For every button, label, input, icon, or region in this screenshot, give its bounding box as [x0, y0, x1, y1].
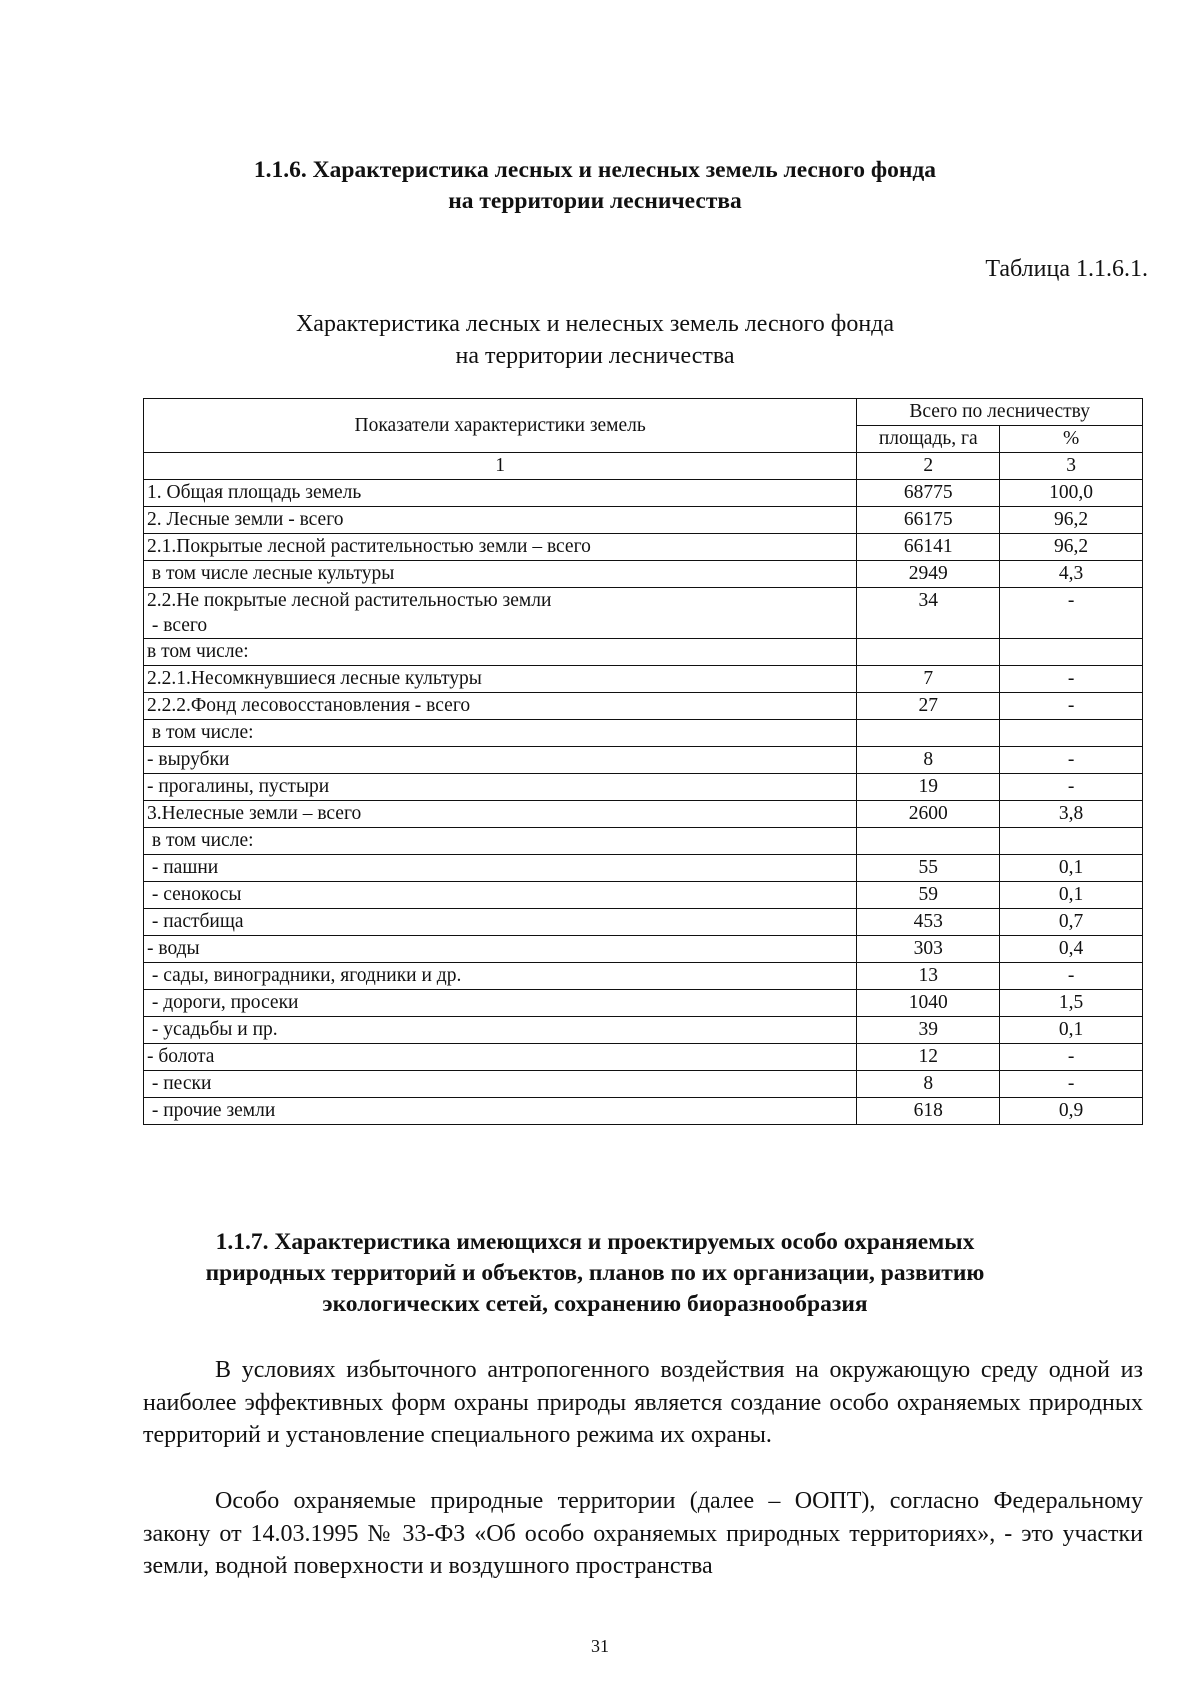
row-area: 68775: [857, 480, 1000, 507]
row-indicator-text: в том числе:: [147, 722, 254, 743]
row-indicator-text: в том числе:: [147, 830, 254, 851]
paragraph-2-text: Особо охраняемые природные территории (далее – ООПТ), согласно Федеральному закону от 14.03.1995 № 33-ФЗ «Об особо охраняемых природных территориях», - это участки земли, водной поверхности и воздушного пространства: [143, 1488, 1143, 1579]
row-area: 453: [857, 909, 1000, 936]
row-percent: 3,8: [1000, 801, 1143, 828]
row-percent: [1000, 720, 1143, 747]
row-indicator: [144, 909, 857, 936]
row-indicator-text: 2.2.2.Фонд лесовосстановления - всего: [147, 695, 471, 716]
row-indicator: [144, 534, 857, 561]
row-percent: 0,4: [1000, 936, 1143, 963]
row-percent: 4,3: [1000, 561, 1143, 588]
row-indicator: [144, 990, 857, 1017]
row-indicator: [144, 1071, 857, 1098]
row-indicator-text: - сады, виноградники, ягодники и др.: [147, 965, 462, 986]
table-row: [144, 828, 1143, 855]
table-row: [144, 882, 1143, 909]
row-indicator-text: 2.2.1.Несомкнувшиеся лесные культуры: [147, 668, 482, 689]
row-indicator-text: 2.1.Покрытые лесной растительностью земли – всего: [147, 536, 591, 557]
column-number-1: 1: [144, 453, 857, 480]
row-percent: 96,2: [1000, 534, 1143, 561]
row-indicator: [144, 882, 857, 909]
row-indicator: [144, 774, 857, 801]
row-indicator: [144, 1098, 857, 1125]
table-row: [144, 534, 1143, 561]
row-indicator-text: - усадьбы и пр.: [147, 1019, 278, 1040]
table-row: [144, 588, 1143, 639]
header-area: площадь, га: [857, 426, 1000, 453]
row-percent: 1,5: [1000, 990, 1143, 1017]
row-percent: -: [1000, 693, 1143, 720]
section-116-title-line1: 1.1.6. Характеристика лесных и нелесных земель лесного фонда: [253, 157, 937, 183]
row-percent: -: [1000, 1071, 1143, 1098]
table-caption-line2: на территории лесничества: [455, 343, 735, 369]
land-characteristics-table: [143, 398, 1143, 1125]
row-indicator: [144, 1017, 857, 1044]
paragraph-1-text: В условиях избыточного антропогенного воздействия на окружающую среду одной из наиболее эффективных форм охраны природы является создание особо охраняемых природных территорий и установление специального режима их охраны.: [143, 1357, 1143, 1448]
table-row: [144, 1017, 1143, 1044]
table-row: [144, 693, 1143, 720]
column-number-3: 3: [1000, 453, 1143, 480]
row-indicator: [144, 936, 857, 963]
row-percent: 0,1: [1000, 855, 1143, 882]
header-indicator: Показатели характеристики земель: [144, 399, 857, 453]
table-row: [144, 963, 1143, 990]
header-percent: %: [1000, 426, 1143, 453]
row-area: [857, 639, 1000, 666]
table-row: [144, 1071, 1143, 1098]
row-indicator: [144, 801, 857, 828]
row-area: 66175: [857, 507, 1000, 534]
row-area: 8: [857, 747, 1000, 774]
header-total: Всего по лесничеству: [857, 399, 1143, 426]
table-header-row: [144, 399, 1143, 426]
table-row: [144, 480, 1143, 507]
table-row: [144, 720, 1143, 747]
row-area: 13: [857, 963, 1000, 990]
row-indicator: [144, 720, 857, 747]
row-indicator-text: - сенокосы: [147, 884, 242, 905]
row-indicator: [144, 639, 857, 666]
row-indicator: [144, 747, 857, 774]
page-number: 31: [591, 1636, 609, 1656]
table-row: [144, 909, 1143, 936]
row-percent: [1000, 828, 1143, 855]
row-area: 618: [857, 1098, 1000, 1125]
row-indicator: [144, 1044, 857, 1071]
table-row: [144, 507, 1143, 534]
row-indicator-text: - пески: [147, 1073, 212, 1094]
row-indicator-text: - вырубки: [147, 749, 230, 770]
row-area: 34: [857, 588, 1000, 639]
row-percent: 0,1: [1000, 1017, 1143, 1044]
table-row: [144, 1098, 1143, 1125]
row-area: 27: [857, 693, 1000, 720]
table-column-numbers-row: [144, 453, 1143, 480]
table-caption-line1: Характеристика лесных и нелесных земель лесного фонда: [295, 311, 895, 337]
section-117-title-line2: природных территорий и объектов, планов по их организации, развитию: [205, 1260, 985, 1286]
row-indicator: [144, 855, 857, 882]
row-indicator-text: 1. Общая площадь земель: [147, 482, 362, 503]
row-indicator-text: - пашни: [147, 857, 219, 878]
section-117-title-line3: экологических сетей, сохранению биоразнообразия: [322, 1291, 868, 1317]
row-indicator-text: - прогалины, пустыри: [147, 776, 330, 797]
row-percent: 0,9: [1000, 1098, 1143, 1125]
row-percent: 96,2: [1000, 507, 1143, 534]
paragraph-1: [143, 1354, 1143, 1452]
table-row: [144, 990, 1143, 1017]
row-area: 2600: [857, 801, 1000, 828]
row-indicator: [144, 828, 857, 855]
table-row: [144, 666, 1143, 693]
table-row: [144, 747, 1143, 774]
row-indicator-text: - болота: [147, 1046, 215, 1067]
row-percent: 0,1: [1000, 882, 1143, 909]
row-indicator: [144, 507, 857, 534]
section-116-title: [140, 155, 1050, 217]
paragraph-2: [143, 1485, 1143, 1583]
row-area: 55: [857, 855, 1000, 882]
table-caption: [140, 308, 1050, 372]
row-indicator: [144, 561, 857, 588]
row-indicator-text: - пастбища: [147, 911, 244, 932]
row-area: 12: [857, 1044, 1000, 1071]
row-percent: -: [1000, 666, 1143, 693]
row-percent: -: [1000, 774, 1143, 801]
table-row: [144, 801, 1143, 828]
table-row: [144, 1044, 1143, 1071]
section-117-title-line1: 1.1.7. Характеристика имеющихся и проектируемых особо охраняемых: [215, 1229, 975, 1255]
row-area: 8: [857, 1071, 1000, 1098]
row-indicator: [144, 666, 857, 693]
row-indicator-text: 2. Лесные земли - всего: [147, 509, 344, 530]
row-indicator-text: - воды: [147, 938, 200, 959]
table-row: [144, 561, 1143, 588]
row-area: 59: [857, 882, 1000, 909]
row-percent: 0,7: [1000, 909, 1143, 936]
table-row: [144, 774, 1143, 801]
row-percent: -: [1000, 1044, 1143, 1071]
row-percent: [1000, 639, 1143, 666]
row-indicator-text: 3.Нелесные земли – всего: [147, 803, 362, 824]
column-number-2: 2: [857, 453, 1000, 480]
row-area: [857, 720, 1000, 747]
row-area: 7: [857, 666, 1000, 693]
row-indicator: [144, 588, 857, 639]
row-area: 303: [857, 936, 1000, 963]
table-row: [144, 936, 1143, 963]
section-116-title-line2: на территории лесничества: [448, 188, 742, 214]
row-indicator: [144, 480, 857, 507]
row-area: 2949: [857, 561, 1000, 588]
table-row: [144, 639, 1143, 666]
row-percent: 100,0: [1000, 480, 1143, 507]
row-indicator-text: - дороги, просеки: [147, 992, 299, 1013]
row-indicator-text: 2.2.Не покрытые лесной растительностью земли: [147, 590, 552, 611]
row-area: 66141: [857, 534, 1000, 561]
section-117-title: [140, 1227, 1050, 1320]
row-indicator-text: - прочие земли: [147, 1100, 276, 1121]
row-indicator: [144, 693, 857, 720]
row-percent: -: [1000, 588, 1143, 639]
row-indicator-text-cont: - всего: [147, 615, 208, 636]
row-indicator-text: в том числе:: [147, 641, 249, 662]
row-area: 39: [857, 1017, 1000, 1044]
table-number: Таблица 1.1.6.1.: [985, 256, 1148, 282]
row-area: 19: [857, 774, 1000, 801]
row-area: 1040: [857, 990, 1000, 1017]
row-percent: -: [1000, 963, 1143, 990]
row-indicator-text: в том числе лесные культуры: [147, 563, 395, 584]
table-row: [144, 855, 1143, 882]
row-area: [857, 828, 1000, 855]
row-indicator: [144, 963, 857, 990]
row-percent: -: [1000, 747, 1143, 774]
